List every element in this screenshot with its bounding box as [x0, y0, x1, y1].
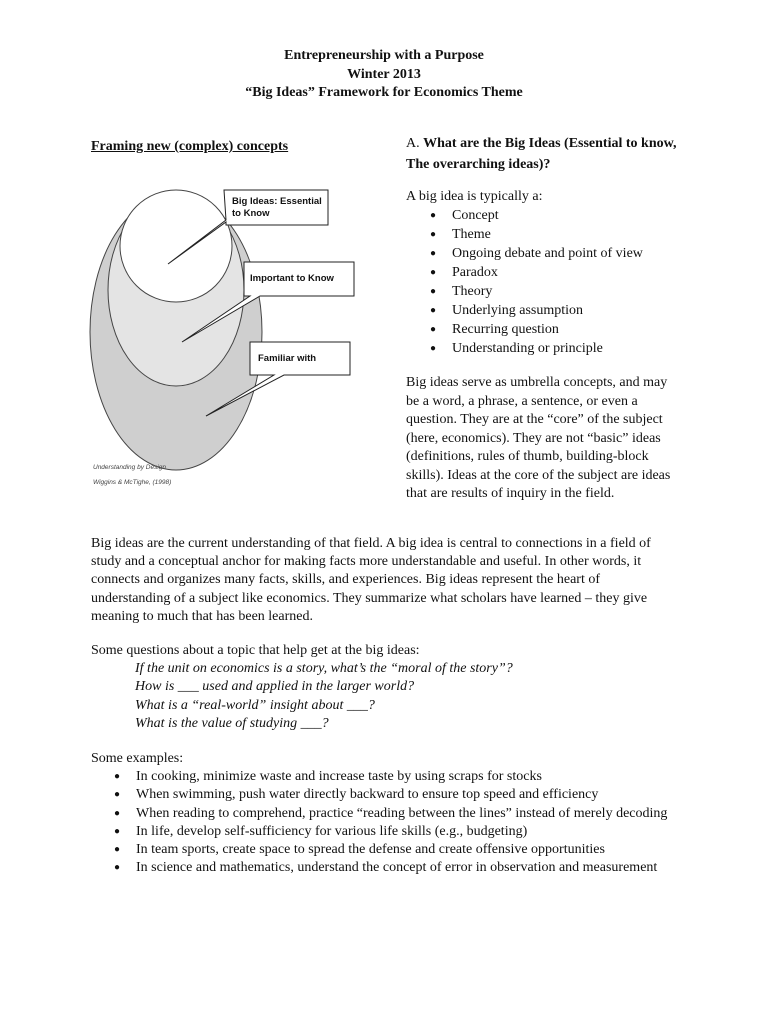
nested-ellipses-diagram — [88, 180, 368, 500]
doc-title: Entrepreneurship with a Purpose — [284, 48, 484, 63]
label-familiar: Familiar with — [258, 353, 317, 364]
right-intro: A big idea is typically a: — [406, 189, 543, 204]
examples-intro: Some examples: — [91, 751, 184, 766]
question-item: What is the value of studying ___? — [135, 715, 329, 731]
list-item: ● Concept — [430, 206, 690, 225]
credit-line2: Wiggins & McTighe, (1998) — [93, 479, 172, 486]
list-item: ● In life, develop self-sufficiency for various life skills (e.g., budgeting) — [114, 823, 674, 841]
label-important: Important to Know — [250, 273, 334, 284]
right-paragraph: Big ideas serve as umbrella concepts, and may be a word, a phrase, a sentence, or even a question. They are at the “core” of the subject (here, economics). They are not “basic” ideas (definitions, rules of thumb, building-block skills). Ideas at the core of the subject are ideas that are results of inquiry in the field. — [406, 375, 671, 501]
list-item: ● Theme — [430, 225, 690, 244]
list-item: ● Underlying assumption — [430, 301, 690, 320]
list-item: ● Recurring question — [430, 320, 690, 339]
right-heading-text: What are the Big Ideas (Essential to know, The overarching ideas)? — [406, 136, 677, 172]
question-item: What is a “real-world” insight about ___? — [135, 697, 375, 713]
list-item: ● Ongoing debate and point of view — [430, 244, 690, 263]
list-item: ● Understanding or principle — [430, 339, 690, 358]
list-item: ● Theory — [430, 282, 690, 301]
right-heading — [406, 133, 686, 175]
inner-circle-big-ideas — [120, 190, 232, 302]
doc-term: Winter 2013 — [347, 67, 421, 82]
examples-list — [114, 768, 674, 878]
list-item: ● Paradox — [430, 263, 690, 282]
label-big-ideas-line2: to Know — [232, 208, 270, 219]
left-heading: Framing new (complex) concepts — [91, 139, 289, 154]
label-big-ideas-line1: Big Ideas: Essential — [232, 196, 322, 207]
questions-intro: Some questions about a topic that help get at the big ideas: — [91, 643, 420, 658]
body-paragraph: Big ideas are the current understanding of that field. A big idea is central to connections in a field of study and a conceptual anchor for making facts more understandable and useful. In other words, it connects and organizes many facts, skills, and experiences. Big ideas represent the heart of understanding of a subject like economics. They summarize what scholars have learned – they give meaning to much that has been learned. — [91, 536, 651, 624]
doc-subtitle: “Big Ideas” Framework for Economics Theme — [245, 85, 523, 100]
credit-line1: Understanding by Design — [93, 464, 166, 471]
list-item: ● When swimming, push water directly backward to ensure top speed and efficiency — [114, 786, 674, 804]
list-item: ● In science and mathematics, understand the concept of error in observation and measurement — [114, 859, 674, 877]
questions-list — [135, 660, 513, 733]
question-item: How is ___ used and applied in the larger world? — [135, 679, 415, 695]
question-item: If the unit on economics is a story, what’s the “moral of the story”? — [135, 661, 513, 676]
right-heading-prefix: A. — [406, 136, 420, 151]
list-item: ● When reading to comprehend, practice “reading between the lines” instead of merely decoding — [114, 805, 674, 823]
list-item: ● In team sports, create space to spread the defense and create offensive opportunities — [114, 841, 674, 859]
big-idea-types-list — [430, 206, 690, 358]
list-item: ● In cooking, minimize waste and increase taste by using scraps for stocks — [114, 768, 674, 786]
